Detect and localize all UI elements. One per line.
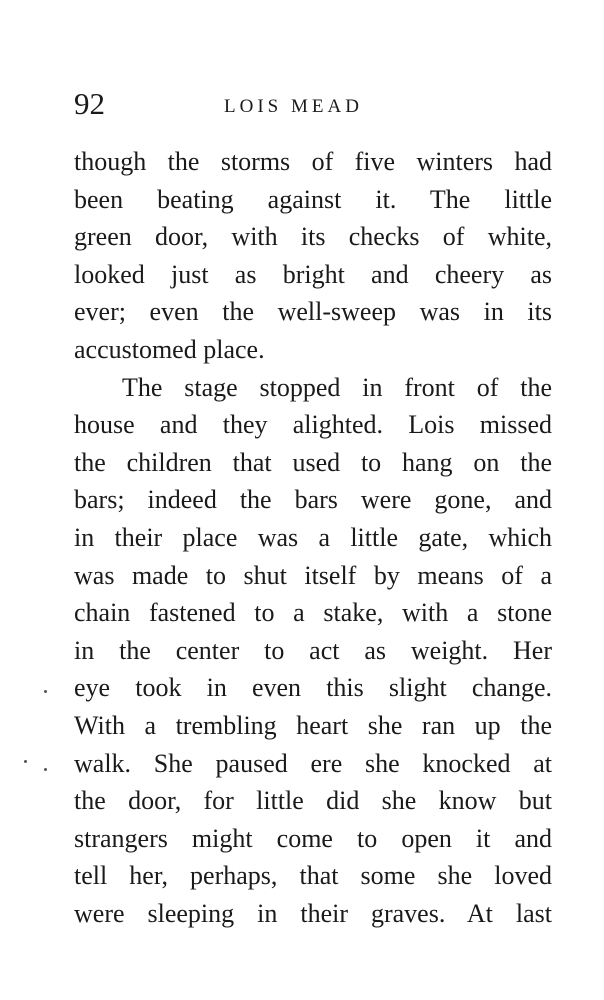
text-line: in their place was a little gate, which: [74, 522, 552, 552]
print-speck: [44, 690, 47, 693]
text-line: were sleeping in their graves. At last: [74, 898, 552, 928]
page-number: 92: [74, 86, 105, 121]
running-title: LOIS MEAD: [224, 96, 363, 117]
text-line: bars; indeed the bars were gone, and: [74, 485, 552, 515]
text-line: looked just as bright and cheery as: [74, 259, 552, 289]
body-text: [74, 143, 552, 932]
text-line: the door, for little did she know but: [74, 786, 552, 816]
text-line: accustomed place.: [74, 334, 265, 364]
text-line: chain fastened to a stake, with a stone: [74, 598, 552, 628]
text-line: ever; even the well-sweep was in its: [74, 297, 552, 327]
text-line: eye took in even this slight change.: [74, 673, 552, 703]
text-line: in the center to act as weight. Her: [74, 635, 552, 665]
text-line: tell her, perhaps, that some she loved: [74, 861, 552, 891]
print-speck: [24, 760, 27, 763]
text-line: With a trembling heart she ran up the: [74, 710, 552, 740]
print-speck: [44, 768, 47, 771]
text-line: was made to shut itself by means of a: [74, 560, 552, 590]
text-line: the children that used to hang on the: [74, 447, 552, 477]
text-line: green door, with its checks of white,: [74, 222, 552, 252]
text-line: The stage stopped in front of the: [122, 372, 552, 402]
text-line: though the storms of five winters had: [74, 147, 552, 176]
text-line: been beating against it. The little: [74, 184, 552, 214]
paragraph-1: [74, 143, 552, 369]
text-line: house and they alighted. Lois missed: [74, 410, 552, 440]
page-header: [74, 86, 546, 126]
text-line: walk. She paused ere she knocked at: [74, 748, 552, 778]
paragraph-2: [74, 369, 552, 933]
text-line: strangers might come to open it and: [74, 823, 552, 853]
